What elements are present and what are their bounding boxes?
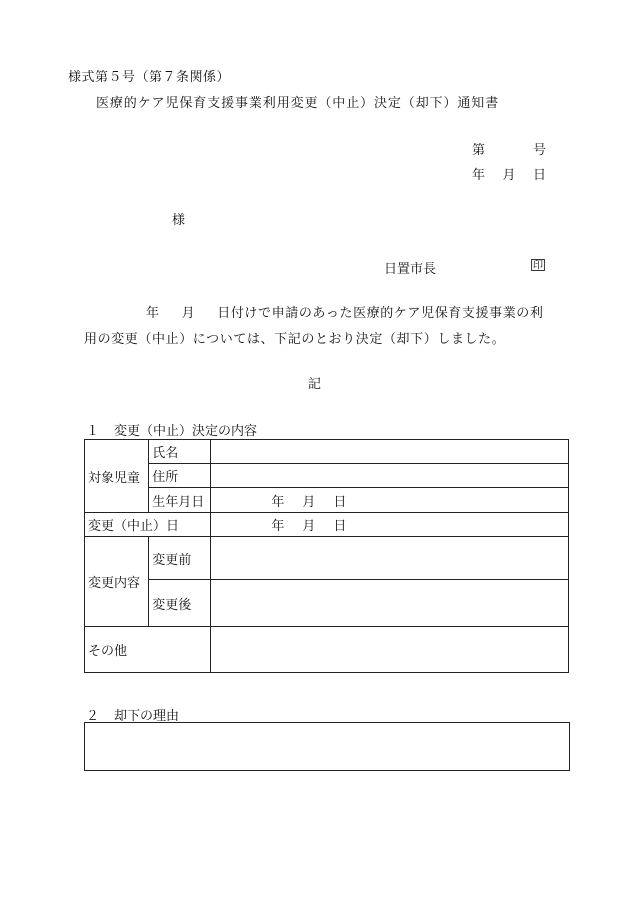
name-label: 氏名: [149, 440, 211, 464]
birthdate-value[interactable]: [211, 488, 569, 513]
address-label: 住所: [149, 464, 211, 488]
change-date-month: 月: [302, 519, 316, 534]
body-month: 月: [181, 306, 196, 321]
body-line-1: [146, 302, 544, 321]
issue-date: [472, 164, 546, 183]
issuer-name: 日置市長: [384, 262, 437, 277]
table-row: [85, 488, 569, 513]
issue-date-month: 月: [502, 168, 516, 183]
decision-table: [84, 439, 569, 673]
body-line-1-text: 日付けで申請のあった医療的ケア児保育支援事業の利: [217, 306, 544, 321]
birthdate-label: 生年月日: [149, 488, 211, 513]
section-1-index: １: [86, 424, 100, 439]
section-2-index: ２: [86, 709, 100, 724]
birthdate-month: 月: [302, 494, 316, 510]
table-row: [85, 537, 569, 580]
addressee-honorific: 様: [172, 213, 186, 228]
change-date-value[interactable]: [211, 513, 569, 537]
table-row: [85, 580, 569, 627]
address-value[interactable]: [211, 464, 569, 488]
name-value[interactable]: [211, 440, 569, 464]
change-date-day: 日: [333, 519, 347, 534]
table-row: [85, 464, 569, 488]
issue-date-year: 年: [472, 168, 486, 183]
table-row: [85, 440, 569, 464]
document-title: 医療的ケア児保育支援事業利用変更（中止）決定（却下）通知書: [96, 96, 500, 111]
change-content-label: 変更内容: [85, 537, 149, 627]
before-label: 変更前: [149, 537, 211, 580]
other-label: その他: [85, 627, 211, 673]
other-value[interactable]: [211, 627, 569, 673]
after-value[interactable]: [211, 580, 569, 627]
seal-mark: [530, 258, 546, 272]
body-year: 年: [146, 306, 160, 321]
change-date-label: 変更（中止）日: [85, 513, 211, 537]
before-value[interactable]: [211, 537, 569, 580]
section-2-title: 却下の理由: [114, 709, 180, 724]
rejection-reason-box[interactable]: [84, 722, 570, 771]
ki-heading: 記: [308, 377, 322, 392]
seal-text: 印: [532, 259, 544, 271]
number-prefix: 第: [472, 143, 486, 158]
birthdate-day: 日: [333, 494, 347, 510]
body-line-2: 用の変更（中止）については、下記のとおり決定（却下）しました。: [84, 332, 506, 347]
table-row: [85, 513, 569, 537]
table-row: [85, 627, 569, 673]
reference-number: [472, 139, 546, 158]
section-1-heading: [86, 420, 257, 439]
form-number: 様式第５号（第７条関係）: [68, 70, 231, 85]
birthdate-year: 年: [271, 494, 285, 510]
issue-date-day: 日: [532, 168, 546, 183]
number-suffix: 号: [532, 143, 546, 158]
section-1-title: 変更（中止）決定の内容: [114, 424, 258, 439]
after-label: 変更後: [149, 580, 211, 627]
change-date-year: 年: [271, 519, 285, 534]
child-label: 対象児童: [85, 440, 149, 513]
